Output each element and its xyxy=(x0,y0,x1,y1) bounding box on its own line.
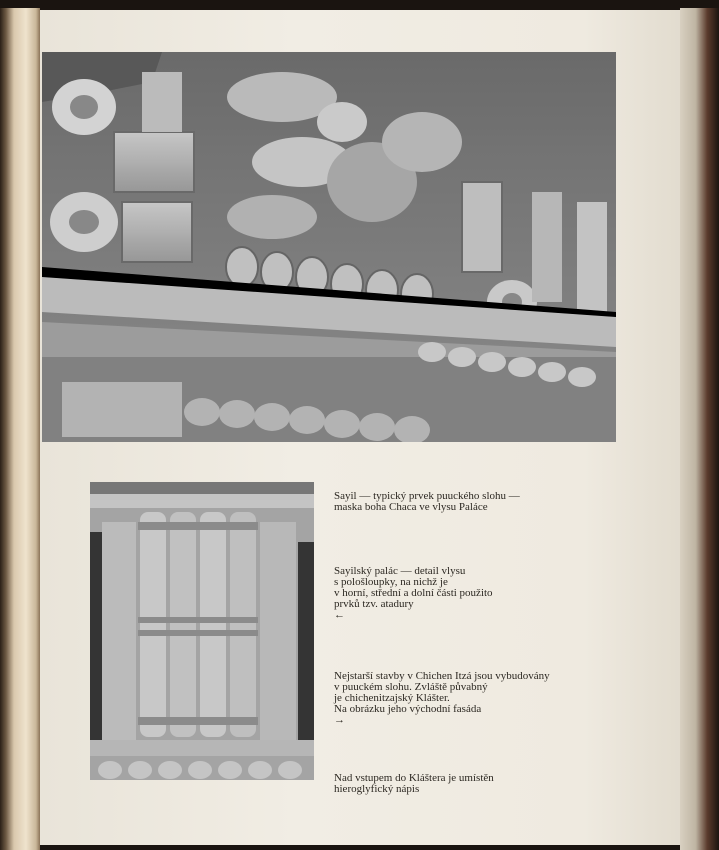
caption-text: Nejstarší stavby v Chichen Itzá jsou vybudovány v puuckém slohu. Zvláště půvabný je chichenitzajský Klášter. Na obrázku jeho východní fasáda xyxy=(334,670,550,715)
arrow-right-icon: → xyxy=(334,714,345,726)
photo-chac-mask-frieze xyxy=(42,52,616,442)
caption-text: Sayil — typický prvek puuckého slohu — maska boha Chaca ve vlysu Paláce xyxy=(334,490,520,513)
caption-text: Sayilský palác — detail vlysu s pološloupky, na nichž je v horní, střední a dolní části použito prvků tzv. atadury xyxy=(334,565,493,610)
caption-text: Nad vstupem do Kláštera je umístěn hieroglyfický nápis xyxy=(334,772,494,795)
caption-sayil-palace xyxy=(334,555,634,632)
caption-sayil-mask xyxy=(334,480,634,513)
photo-column-detail xyxy=(90,482,314,780)
caption-hieroglyph xyxy=(334,762,634,795)
right-page-edge xyxy=(680,8,719,850)
caption-chichen-itza xyxy=(334,660,634,737)
left-page-edge xyxy=(0,8,40,850)
frieze-illustration xyxy=(42,52,616,442)
column-illustration xyxy=(90,482,314,780)
arrow-left-icon: ← xyxy=(334,609,345,621)
